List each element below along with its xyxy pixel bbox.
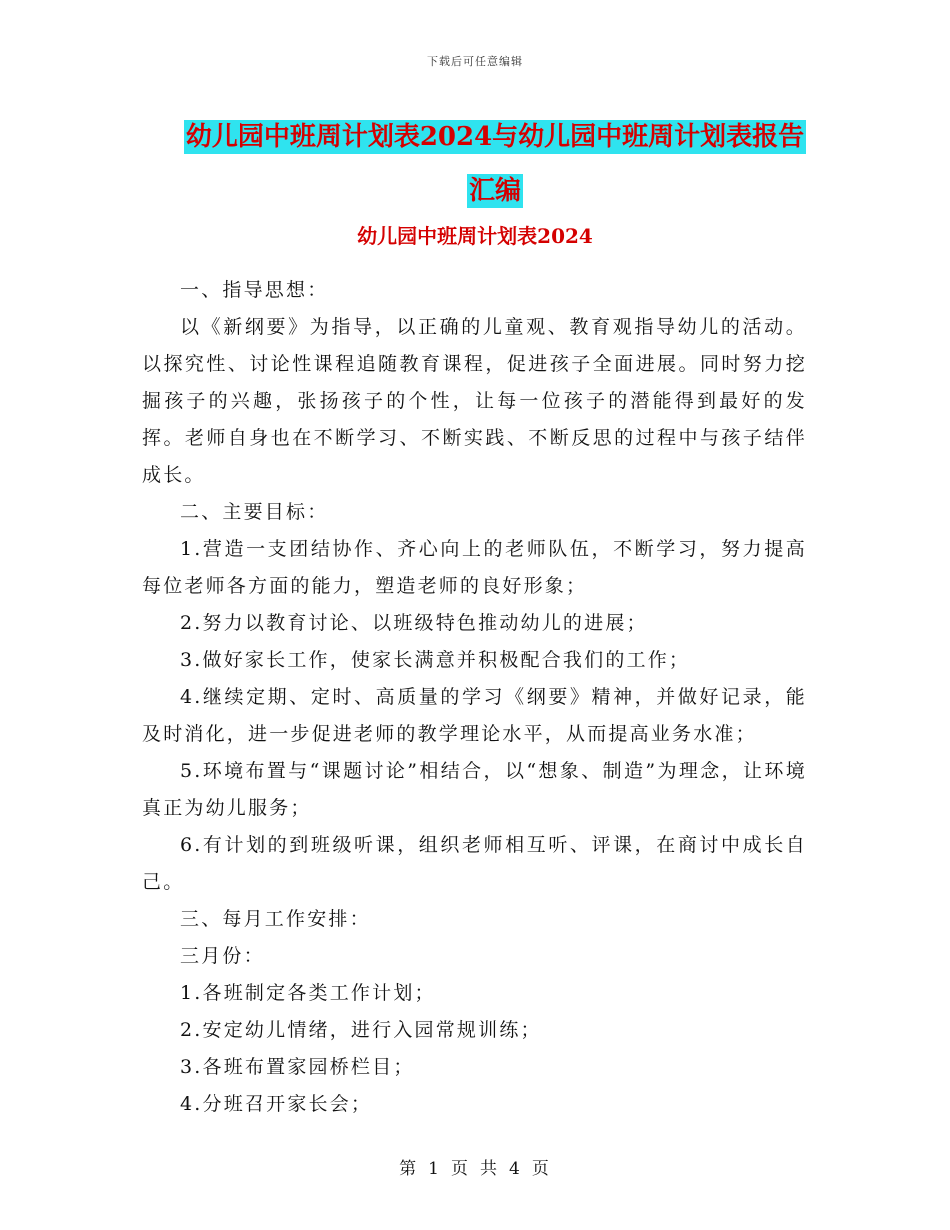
footer-total-word: 共 <box>480 1159 499 1179</box>
footer-total-pages: 4 <box>509 1159 522 1179</box>
footer-page-word: 页 <box>451 1159 470 1179</box>
march-item-4: 4.分班召开家长会； <box>180 1093 373 1115</box>
document-title-line-1: 幼儿园中班周计划表2024与幼儿园中班周计划表报告 <box>185 122 805 152</box>
goal-item-3: 3.做好家长工作，使家长满意并积极配合我们的工作； <box>180 649 691 671</box>
heading-guiding-ideology: 一、指导思想： <box>180 279 329 301</box>
section-title: 幼儿园中班周计划表2024 <box>357 224 593 248</box>
goal-item-1: 1.营造一支团结协作、齐心向上的老师队伍，不断学习，努力提高每位老师各方面的能力，塑造老师的良好形象； <box>142 538 807 597</box>
goal-item-6: 6.有计划的到班级听课，组织老师相互听、评课，在商讨中成长自己。 <box>142 834 807 893</box>
document-title <box>140 110 850 218</box>
goal-item-4: 4.继续定期、定时、高质量的学习《纲要》精神，并做好记录，能及时消化，进一步促进老师的教学理论水平，从而提高业务水准； <box>142 686 807 745</box>
footer-prefix: 第 <box>399 1159 419 1179</box>
page-footer <box>0 1154 950 1179</box>
paragraph-guiding-ideology: 以《新纲要》为指导，以正确的儿童观、教育观指导幼儿的活动。以探究性、讨论性课程追随教育课程，促进孩子全面进展。同时努力挖掘孩子的兴趣，张扬孩子的个性，让每一位孩子的潜能得到最好的发挥。老师自身也在不断学习、不断实践、不断反思的过程中与孩子结伴成长。 <box>142 316 807 486</box>
march-item-2: 2.安定幼儿情绪，进行入园常规训练； <box>180 1019 542 1041</box>
footer-suffix: 页 <box>531 1159 551 1179</box>
heading-main-goals: 二、主要目标： <box>180 501 329 523</box>
document-title-line-2: 汇编 <box>468 176 521 206</box>
goal-item-5: 5.环境布置与“课题讨论”相结合，以“想象、制造”为理念，让环境真正为幼儿服务； <box>142 760 807 819</box>
page-header: 下载后可任意编辑 <box>427 55 523 68</box>
heading-monthly-schedule: 三、每月工作安排： <box>180 908 371 930</box>
march-item-3: 3.各班布置家园桥栏目； <box>180 1056 415 1078</box>
march-item-1: 1.各班制定各类工作计划； <box>180 982 436 1004</box>
footer-page-number: 1 <box>428 1159 441 1179</box>
month-march-label: 三月份： <box>180 945 265 967</box>
goal-item-2: 2.努力以教育讨论、以班级特色推动幼儿的进展； <box>180 612 648 634</box>
body-text <box>142 272 807 1123</box>
